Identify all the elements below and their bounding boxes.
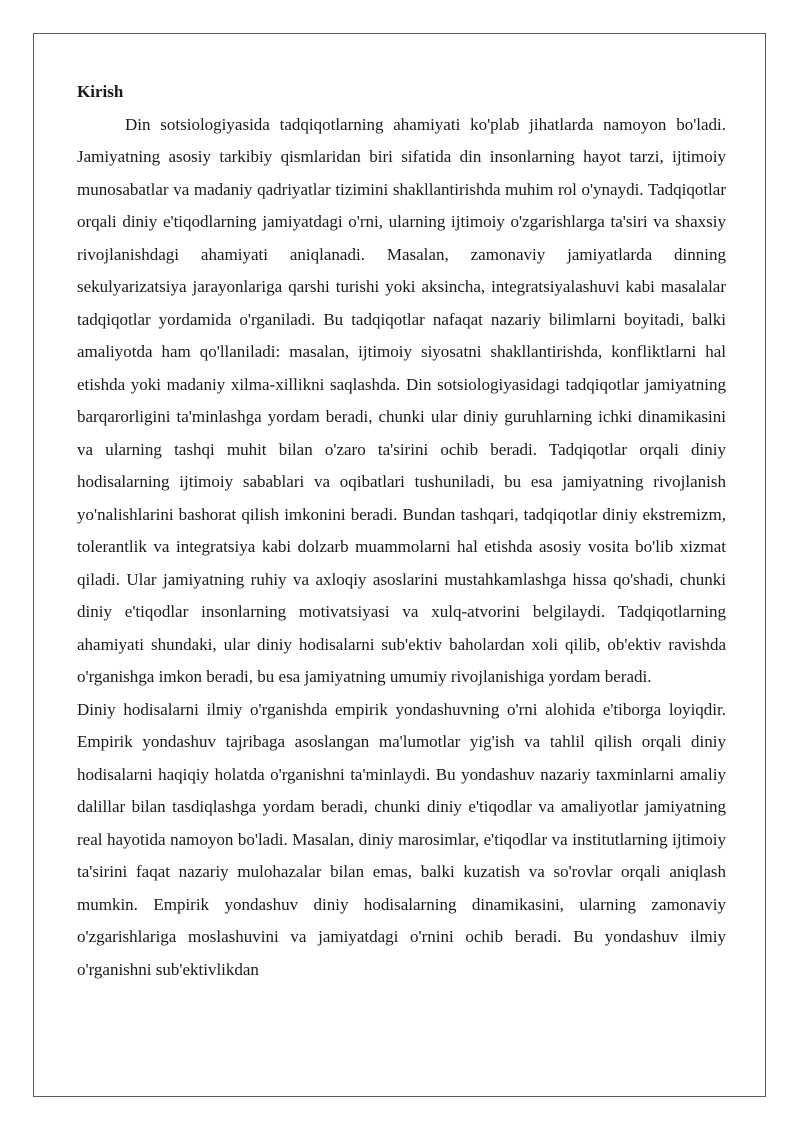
section-heading: Kirish [77,82,124,101]
page-content [77,76,726,986]
paragraph-1: Din sotsiologiyasida tadqiqotlarning ahamiyati ko'plab jihatlarda namoyon bo'ladi. Jamiyatning asosiy tarkibiy qismlaridan biri sifatida din insonlarning hayot tarzi, ijtimoiy munosabatlar va madaniy qadriyatlar tizimini shakllantirishda muhim rol o'ynaydi. Tadqiqotlar orqali diniy e'tiqodlarning jamiyatdagi o'rni, ularning ijtimoiy o'zgarishlarga ta'siri va shaxsiy rivojlanishdagi ahamiyati aniqlanadi. Masalan, zamonaviy jamiyatlarda dinning sekulyarizatsiya jarayonlariga qarshi turishi yoki aksincha, integratsiyalashuvi kabi masalalar tadqiqotlar yordamida o'rganiladi. Bu tadqiqotlar nafaqat nazariy bilimlarni boyitadi, balki amaliyotda ham qo'llaniladi: masalan, ijtimoiy siyosatni shakllantirishda, konfliktlarni hal etishda yoki madaniy xilma-xillikni saqlashda. Din sotsiologiyasidagi tadqiqotlar jamiyatning barqarorligini ta'minlashga yordam beradi, chunki ular diniy guruhlarning ichki dinamikasini va ularning tashqi muhit bilan o'zaro ta'sirini ochib beradi. Tadqiqotlar orqali diniy hodisalarning ijtimoiy sabablari va oqibatlari tushuniladi, bu esa jamiyatning rivojlanish yo'nalishlarini bashorat qilish imkonini beradi. Bundan tashqari, tadqiqotlar diniy ekstremizm, tolerantlik va integratsiya kabi dolzarb muammolarni hal etishda asosiy vosita bo'lib xizmat qiladi. Ular jamiyatning ruhiy va axloqiy asoslarini mustahkamlashga hissa qo'shadi, chunki diniy e'tiqodlar insonlarning motivatsiyasi va xulq-atvorini belgilaydi. Tadqiqotlarning ahamiyati shundaki, ular diniy hodisalarni sub'ektiv baholardan xoli qilib, ob'ektiv ravishda o'rganishga imkon beradi, bu esa jamiyatning umumiy rivojlanishiga yordam beradi. [77,114,726,686]
paragraph-2: Diniy hodisalarni ilmiy o'rganishda empirik yondashuvning o'rni alohida e'tiborga loyiqdir. Empirik yondashuv tajribaga asoslangan ma'lumotlar yig'ish va tahlil qilish orqali diniy hodisalarni haqiqiy holatda o'rganishni ta'minlaydi. Bu yondashuv nazariy taxminlarni amaliy dalillar bilan tasdiqlashga yordam beradi, chunki diniy e'tiqodlar va amaliyotlar jamiyatning real hayotida namoyon bo'ladi. Masalan, diniy marosimlar, e'tiqodlar va institutlarning ijtimoiy ta'sirini faqat nazariy mulohazalar bilan emas, balki kuzatish va so'rovlar orqali aniqlash mumkin. Empirik yondashuv diniy hodisalarning dinamikasini, ularning zamonaviy o'zgarishlariga moslashuvini va jamiyatdagi o'rnini ochib beradi. Bu yondashuv ilmiy o'rganishni sub'ektivlikdan [77,699,726,979]
page-frame [33,33,766,1097]
